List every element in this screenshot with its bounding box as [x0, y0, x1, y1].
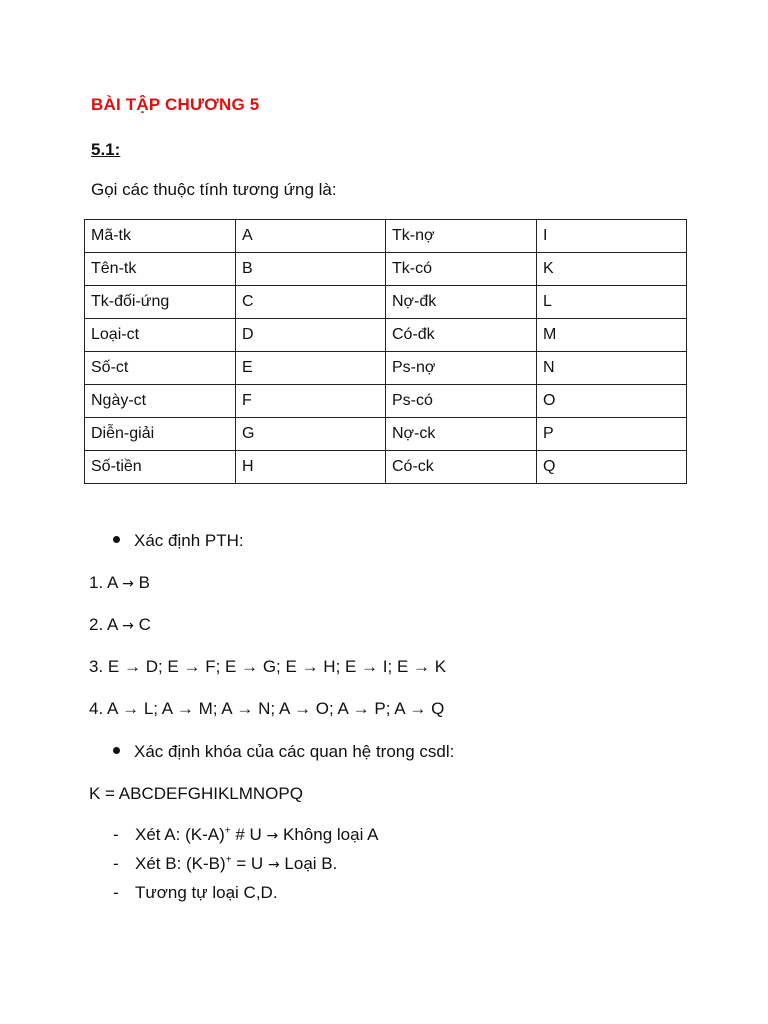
table-cell: Số-ct — [85, 352, 236, 385]
table-cell: Mã-tk — [85, 220, 236, 253]
fd-line-1 — [89, 573, 150, 593]
fd-left: A — [106, 573, 118, 592]
fd-number: 2. — [89, 615, 104, 634]
table-cell: Ngày-ct — [85, 385, 236, 418]
table-cell: E — [236, 352, 386, 385]
table-cell: Có-đk — [386, 319, 537, 352]
fd-number: 3. — [89, 657, 104, 676]
step-post: Không loại A — [283, 825, 379, 844]
bullet-item-determine-key — [113, 742, 454, 762]
key-line: K = ABCDEFGHIKLMNOPQ — [89, 784, 303, 803]
bullet-text: Xác định khóa của các quan hệ trong csdl: — [134, 742, 455, 761]
attribute-table — [84, 219, 687, 484]
fd-line-3 — [89, 657, 446, 677]
fd-line-4 — [89, 699, 444, 719]
table-cell: A — [236, 220, 386, 253]
right-arrow-icon: → — [122, 576, 134, 592]
fd-right: C — [138, 615, 151, 634]
table-cell: O — [537, 385, 687, 418]
table-cell: Ps-có — [386, 385, 537, 418]
fd-number: 4. — [89, 699, 104, 718]
table-cell: Ps-nợ — [386, 352, 537, 385]
step-text: Tương tự loại C,D. — [135, 883, 278, 902]
table-cell: Nợ-đk — [386, 286, 537, 319]
table-cell: H — [236, 451, 386, 484]
intro-text: Gọi các thuộc tính tương ứng là: — [91, 180, 337, 199]
section-number: 5.1: — [91, 140, 121, 159]
table-cell: I — [537, 220, 687, 253]
fd-line-2 — [89, 615, 151, 635]
table-cell: Số-tiền — [85, 451, 236, 484]
table-cell: Tk-có — [386, 253, 537, 286]
step-mid: # U — [235, 825, 262, 844]
fd-left: A — [106, 615, 118, 634]
dash-icon: - — [113, 883, 119, 902]
step-sup: + — [224, 825, 231, 837]
fd-text: E → D; E → F; E → G; E → H; E → I; E → K — [107, 657, 447, 676]
bullet-dot-icon — [113, 536, 120, 543]
step-pre: Xét A: (K-A) — [135, 825, 225, 844]
step-mid: = U — [236, 854, 264, 873]
right-arrow-icon: → — [122, 618, 134, 634]
right-arrow-icon: → — [267, 857, 280, 873]
bullet-dot-icon — [113, 747, 120, 754]
table-row — [85, 286, 687, 319]
table-cell: B — [236, 253, 386, 286]
table-row — [85, 319, 687, 352]
table-cell: Tk-nợ — [386, 220, 537, 253]
table-cell: G — [236, 418, 386, 451]
right-arrow-icon: → — [266, 828, 279, 844]
fd-right: B — [138, 573, 150, 592]
table-cell: Tên-tk — [85, 253, 236, 286]
step-item-2 — [113, 854, 337, 874]
table-cell: Diễn-giải — [85, 418, 236, 451]
table-cell: M — [537, 319, 687, 352]
table-cell: P — [537, 418, 687, 451]
step-item-3 — [113, 883, 278, 903]
bullet-item-determine-fd — [113, 531, 244, 551]
dash-icon: - — [113, 825, 119, 844]
table-row — [85, 418, 687, 451]
table-cell: Q — [537, 451, 687, 484]
table-cell: K — [537, 253, 687, 286]
step-sup: + — [225, 854, 232, 866]
table-cell: Loại-ct — [85, 319, 236, 352]
table-cell: C — [236, 286, 386, 319]
table-cell: F — [236, 385, 386, 418]
table-cell: Có-ck — [386, 451, 537, 484]
fd-text: A → L; A → M; A → N; A → O; A → P; A → Q — [106, 699, 445, 718]
table-row — [85, 220, 687, 253]
table-cell: D — [236, 319, 386, 352]
step-pre: Xét B: (K-B) — [135, 854, 226, 873]
table-cell: Tk-đối-ứng — [85, 286, 236, 319]
step-item-1 — [113, 825, 378, 845]
bullet-text: Xác định PTH: — [134, 531, 244, 550]
table-cell: Nợ-ck — [386, 418, 537, 451]
step-post: Loại B. — [284, 854, 338, 873]
table-row — [85, 253, 687, 286]
dash-icon: - — [113, 854, 119, 873]
table-row — [85, 352, 687, 385]
document-title: BÀI TẬP CHƯƠNG 5 — [91, 95, 260, 114]
table-cell: L — [537, 286, 687, 319]
table-cell: N — [537, 352, 687, 385]
table-row — [85, 385, 687, 418]
fd-number: 1. — [89, 573, 104, 592]
table-row — [85, 451, 687, 484]
